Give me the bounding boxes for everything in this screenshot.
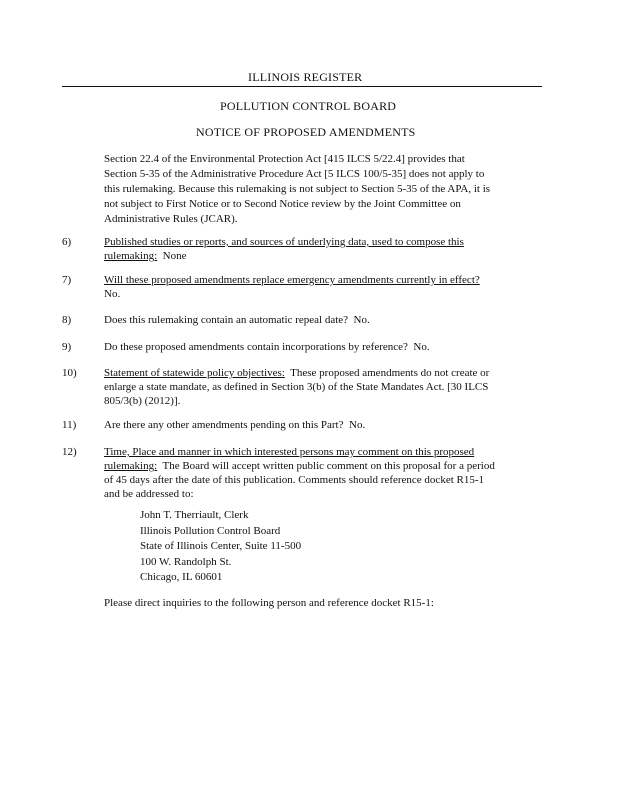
header-rule	[62, 86, 542, 87]
item-number: 8)	[62, 314, 72, 326]
item-question: Do these proposed amendments contain incorporations by reference?	[104, 341, 408, 353]
item-answer: and be addressed to:	[104, 488, 194, 500]
item-question: Statement of statewide policy objectives:	[104, 367, 285, 379]
item-answer: 805/3(b) (2012)].	[104, 395, 181, 407]
item-answer: enlarge a state mandate, as defined in Section 3(b) of the State Mandates Act. [30 ILCS	[104, 381, 489, 393]
item-question: rulemaking:	[104, 250, 158, 262]
item-answer: The Board will accept written public comment on this proposal for a period	[162, 460, 495, 472]
item-answer: No.	[349, 419, 366, 431]
address-line: Illinois Pollution Control Board	[140, 524, 281, 537]
item-answer: No.	[353, 314, 370, 326]
item-12	[104, 445, 544, 501]
item-7	[104, 273, 544, 301]
item-number: 9)	[62, 341, 72, 353]
item-8	[104, 313, 544, 327]
item-10	[104, 366, 544, 408]
item-number: 12)	[62, 446, 77, 458]
intro-line: this rulemaking. Because this rulemaking is not subject to Section 5-35 of the APA, it is	[104, 183, 491, 195]
intro-line: Section 22.4 of the Environmental Protection Act [415 ILCS 5/22.4] provides that	[104, 153, 465, 165]
item-answer: No.	[104, 288, 121, 300]
item-question: Published studies or reports, and sources of underlying data, used to compose this	[104, 236, 464, 248]
item-answer: These proposed amendments do not create or	[290, 367, 490, 379]
item-question: Will these proposed amendments replace emergency amendments currently in effect?	[104, 274, 480, 286]
notice-title: NOTICE OF PROPOSED AMENDMENTS	[196, 125, 416, 139]
item-question: Does this rulemaking contain an automatic repeal date?	[104, 314, 349, 326]
item-answer: of 45 days after the date of this publication. Comments should reference docket R15-1	[104, 474, 485, 486]
intro-paragraph	[104, 152, 544, 227]
item-question: rulemaking:	[104, 460, 158, 472]
item-answer: None	[162, 250, 187, 262]
address-line: John T. Therriault, Clerk	[140, 509, 249, 521]
item-number: 7)	[62, 274, 72, 286]
item-9	[104, 340, 544, 354]
item-answer: No.	[413, 341, 430, 353]
agency-title: POLLUTION CONTROL BOARD	[220, 99, 397, 113]
item-11	[104, 418, 544, 432]
item-6	[104, 235, 544, 263]
item-question: Time, Place and manner in which interested persons may comment on this proposed	[104, 446, 475, 458]
address-line: 100 W. Randolph St.	[140, 555, 232, 568]
address-block	[140, 508, 301, 586]
item-number: 10)	[62, 367, 77, 379]
item-number: 11)	[62, 419, 77, 431]
closing-line: Please direct inquiries to the following person and reference docket R15-1:	[104, 597, 434, 609]
item-number: 6)	[62, 236, 72, 248]
address-line: Chicago, IL 60601	[140, 571, 223, 583]
address-line: State of Illinois Center, Suite 11-500	[140, 540, 302, 552]
item-question: Are there any other amendments pending on this Part?	[104, 419, 344, 431]
intro-line: Administrative Rules (JCAR).	[104, 213, 238, 225]
intro-line: Section 5-35 of the Administrative Procedure Act [5 ILCS 100/5-35] does not apply to	[104, 168, 485, 180]
register-title: ILLINOIS REGISTER	[248, 70, 363, 84]
intro-line: not subject to First Notice or to Second Notice review by the Joint Committee on	[104, 198, 461, 210]
